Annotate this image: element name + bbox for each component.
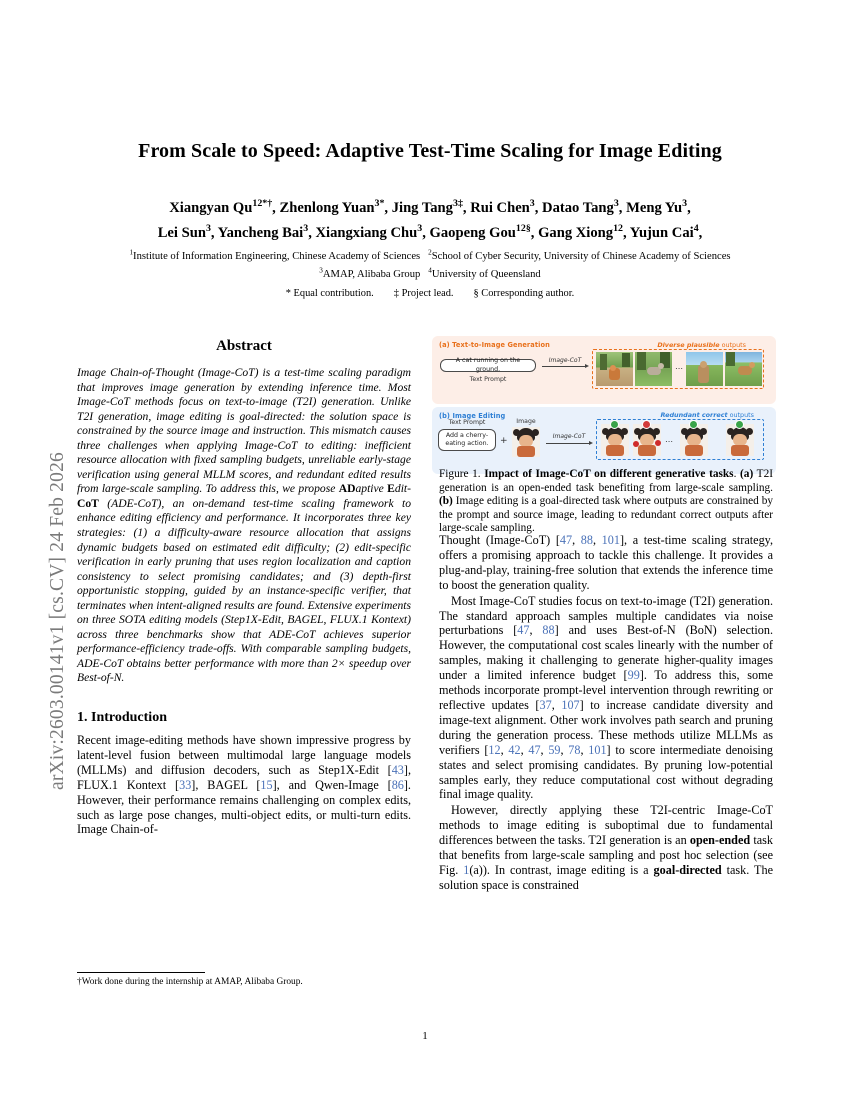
rp2-a: Most Image-CoT studies focus on text-to-image (T2I) generation. The standard approach samples multiple candidates via noise perturbations [ <box>439 593 773 638</box>
citation-78[interactable]: 78 <box>568 742 581 757</box>
panel-b-cross-emoji-2 <box>642 420 651 429</box>
abstract-part-3: dit- <box>394 482 411 496</box>
caption-bold-title: Impact of Image-CoT on different generative tasks <box>484 468 734 480</box>
citation-86[interactable]: 86 <box>391 777 404 792</box>
citation-33[interactable]: 33 <box>179 777 192 792</box>
abstract-bold-e: E <box>387 482 395 496</box>
right-column <box>439 533 773 893</box>
caption-after-title: . <box>733 468 741 480</box>
figure-1-caption <box>439 468 773 536</box>
abstract-part-2: aptive <box>355 482 388 496</box>
arxiv-stamp: arXiv:2603.00141v1 [cs.CV] 24 Feb 2026 <box>47 452 68 790</box>
citation-37[interactable]: 37 <box>539 697 552 712</box>
rp2-e: ] to score intermediate denoising states and select promising candidates. By pruning low-potential samples early, they reduce computational cost without degrading final image quality. <box>439 742 774 802</box>
rp1-a: Thought (Image-CoT) [ <box>439 533 560 547</box>
panel-a-outputs-em: Diverse plausible <box>657 341 720 349</box>
abstract-part-1: Image Chain-of-Thought (Image-CoT) is a test-time scaling paradigm that improves image generation by extending inference time. Most Image-CoT methods focus on text-to-image (T2I) generation. Unlike T2I generation, image editing is goal-directed: the solution space is constrained by the source image and instruction. This mismatch causes three challenges when applying Image-CoT to editing: inefficient resource allocation with fixed sampling budgets, unreliable early-stage verification using general MLLM scores, and redundant edited results from large-scale sampling. To address this, we propose <box>77 366 411 496</box>
citation-12[interactable]: 12 <box>488 742 501 757</box>
panel-a-arrow-label: Image-CoT <box>548 357 582 364</box>
citation-107[interactable]: 107 <box>561 697 580 712</box>
panel-b-label: (b) Image Editing <box>439 412 506 420</box>
panel-a-prompt-box: A cat running on the ground. <box>440 359 536 372</box>
citation-101-b[interactable]: 101 <box>588 742 607 757</box>
intro-p1-b: ], FLUX.1 Kontext [ <box>77 762 411 792</box>
panel-b-image-caption: Image <box>516 418 536 425</box>
panel-b-prompt-caption: Text Prompt <box>448 419 486 426</box>
abstract-heading: Abstract <box>216 338 272 354</box>
panel-a-thumb-3 <box>686 352 723 386</box>
footnote-text: †Work done during the internship at AMAP, Alibaba Group. <box>77 977 303 987</box>
rp3-a: However, directly applying these T2I-centric Image-CoT methods to image editing is suboptimal due to fundamental differences between the tasks. T2I generation is an <box>439 803 773 848</box>
citation-47-b[interactable]: 47 <box>517 623 530 638</box>
panel-a-arrow-line <box>542 366 586 367</box>
panel-a-thumb-4 <box>725 352 762 386</box>
panel-b-plus: + <box>500 436 508 446</box>
intro-p1-a: Recent image-editing methods have shown impressive progress by latent-level fusion between multimodal large language models (MLLMs) and diffusion decoders, such as Step1X-Edit [ <box>77 733 411 777</box>
abstract-part-4: (ADE-CoT), an on-demand test-time scaling framework to enhance editing efficiency and performance. It incorporates three key strategies: (1) a difficulty-aware resource allocation that assigns dynamic budgets based on estimated edit difficulty; (2) edit-specific verification in early pruning that uses region localization and caption consistency to select promising candidates; and (3) depth-first opportunistic stopping, guided by an instance-specific verifier, that terminates when intent-aligned results are found. Extensive experiments on three SOTA editing models (Step1X-Edit, BAGEL, FLUX.1 Kontext) across three benchmarks show that ADE-CoT achieves superior performance-efficiency trade-offs. With comparable sampling budgets, ADE-CoT obtains better performance with more than 2× speedup over Best-of-N. <box>77 496 411 685</box>
panel-b-ellipsis: ⋯ <box>665 437 674 446</box>
citation-15[interactable]: 15 <box>260 777 273 792</box>
figure-panel-a <box>432 336 776 404</box>
rp2-b: ] and uses Best-of-N (BoN) selection. However, the computational cost scales linearly with the number of samples, making it challenging to generate higher-quality images under a limited inference budget [ <box>439 623 774 683</box>
footnote <box>77 972 411 988</box>
intro-p1-d: ], and Qwen-Image [ <box>272 777 392 792</box>
panel-b-check-emoji-3 <box>689 420 698 429</box>
panel-a-outputs-label <box>657 341 746 349</box>
panel-b-outputs-label <box>661 411 754 419</box>
citation-43[interactable]: 43 <box>391 762 404 777</box>
page-number: 1 <box>422 1030 428 1042</box>
citation-47-c[interactable]: 47 <box>528 742 541 757</box>
affiliation-row-1: $^1$Institute of Information Engineering, Chinese Academy of Sciences $^2$School of Cyber Security, University of Chinese Academy of Sciences <box>129 248 731 262</box>
panel-b-arrow-head <box>589 441 593 445</box>
panel-b-check-emoji-1 <box>610 420 619 429</box>
rp3-c: (a)). In contrast, image editing is a <box>469 862 654 877</box>
rp1-sep1: , <box>572 533 581 547</box>
abstract-bold-cot: CoT <box>77 496 99 510</box>
rp1-b: ], a test-time scaling strategy, offers a promising approach to tackle this challenge. It provides a plug-and-play, training-free solution that extends the inference time to boost the generation quality. <box>439 533 774 592</box>
note-corresponding-author: § Corresponding author. <box>473 288 575 299</box>
panel-a-prompt-caption: Text Prompt <box>469 376 507 383</box>
left-column <box>77 332 411 837</box>
intro-paragraph-1 <box>77 733 411 837</box>
figure-panel-b <box>432 407 776 474</box>
footnote-rule <box>77 972 205 973</box>
panel-b-source-image <box>512 427 540 457</box>
panel-a-thumb-2 <box>635 352 672 386</box>
section-heading-introduction: 1. Introduction <box>77 710 167 726</box>
caption-prefix: Figure 1. <box>439 468 485 480</box>
page-title: From Scale to Speed: Adaptive Test-Time Scaling for Image Editing <box>138 140 722 162</box>
panel-a-outputs-plain: outputs <box>719 341 746 349</box>
rp2-c: ]. To address this, some methods incorporate prompt-level intervention through rewriting or reflective updates [ <box>439 668 773 712</box>
citation-88-b[interactable]: 88 <box>542 623 555 638</box>
affiliation-row-2: $^3$AMAP, Alibaba Group $^4$University of Queensland <box>319 265 541 280</box>
panel-a-arrow-head <box>585 364 589 368</box>
right-paragraph-2: Most Image-CoT studies focus on text-to-image (T2I) generation. The standard approach samples multiple candidates via noise perturbations [47, 88] and uses Best-of-N (BoN) selection. However, the computational cost scales linearly with the number of samples, making it challenging to generate higher-quality images under a limited inference budget [99]. To address this, some methods incorporate prompt-level intervention through rewriting or reflective updates [37, 107] to increase candidate diversity and image-text alignment. Other work involves path search and pruning during the generation process. These methods utilize MLLMs as verifiers [12, 42, 47, 59, 78, 101] to score intermediate denoising states and select promising candidates. By pruning low-potential samples early, they reduce computational cost without degrading final image quality. <box>439 593 774 802</box>
bold-goal-directed: goal-directed <box>653 862 722 877</box>
citation-88[interactable]: 88 <box>580 533 593 547</box>
citation-47[interactable]: 47 <box>559 533 573 547</box>
panel-a-thumb-1 <box>596 352 633 386</box>
bold-open-ended: open-ended <box>689 833 751 848</box>
right-paragraph-3 <box>439 803 773 892</box>
figure-1 <box>432 336 776 474</box>
intro-p1-e: ]. However, their performance remains challenging on complex edits, such as large pose changes, multi-object edits, or multi-turn edits. Image Chain-of- <box>77 777 411 837</box>
panel-b-outputs-plain: outputs <box>727 411 754 419</box>
rp2-d: ] to increase candidate diversity and image-text alignment. Other work involves path search and pruning during the generation process. These methods utilize MLLMs as verifiers [ <box>439 697 774 757</box>
author-line-1: Xiangyan $Qu^{12*\dagger}$, Zhenlong Yuan$^{3*}$, Jing Tang$^{3\ddagger}$, Rui Chen$^3$, Datao Tang$^3$, Meng Yu$^3$, <box>169 198 691 216</box>
intro-p1-c: ], BAGEL [ <box>191 777 261 792</box>
right-paragraph-1 <box>439 533 773 593</box>
affiliation-list <box>55 248 805 283</box>
panel-b-arrow-line <box>546 443 590 444</box>
abstract-text <box>77 366 411 686</box>
figure-reference-1[interactable]: 1 <box>463 862 470 877</box>
panel-a-label: (a) Text-to-Image Generation <box>439 341 550 349</box>
abstract-bold-ad: AD <box>338 482 356 496</box>
rp3-d: task. The solution space is constrained <box>439 862 773 892</box>
caption-text-b: Image editing is a goal-directed task where outputs are constrained by the prompt and source image, leading to redundant correct outputs after large-scale sampling. <box>439 495 773 535</box>
citation-42[interactable]: 42 <box>508 742 521 757</box>
rp3-b: task that benefits from large-scale sampling and post hoc selection (see Fig. <box>439 833 773 877</box>
caption-label-b: (b) <box>439 495 453 508</box>
panel-a-ellipsis: ⋯ <box>675 364 684 373</box>
citation-59[interactable]: 59 <box>548 742 561 757</box>
panel-b-outputs-em: Redundant correct <box>660 411 728 419</box>
citation-99[interactable]: 99 <box>627 668 640 683</box>
author-list <box>95 196 765 246</box>
caption-label-a: (a) <box>740 468 754 480</box>
note-project-lead: ‡ Project lead. <box>393 288 454 299</box>
note-equal-contribution: * Equal contribution. <box>285 288 374 299</box>
citation-101[interactable]: 101 <box>601 533 620 547</box>
author-notes <box>55 288 805 299</box>
panel-b-arrow-label: Image-CoT <box>552 433 586 440</box>
caption-text-a: T2I generation is an open-ended task benefiting from large-scale sampling. <box>439 468 773 494</box>
panel-b-prompt-box: Add a cherry-eating action. <box>438 429 496 451</box>
rp1-sep2: , <box>592 533 602 547</box>
author-line-2: Lei Sun$^3$, Yancheng Bai$^3$, Xiangxiang Chu$^3$, Gaopeng Gou$^{12\S}$, Gang Xiong$^{12}$, Yujun Cai$^4$, <box>157 223 703 241</box>
panel-b-check-emoji-4 <box>735 420 744 429</box>
